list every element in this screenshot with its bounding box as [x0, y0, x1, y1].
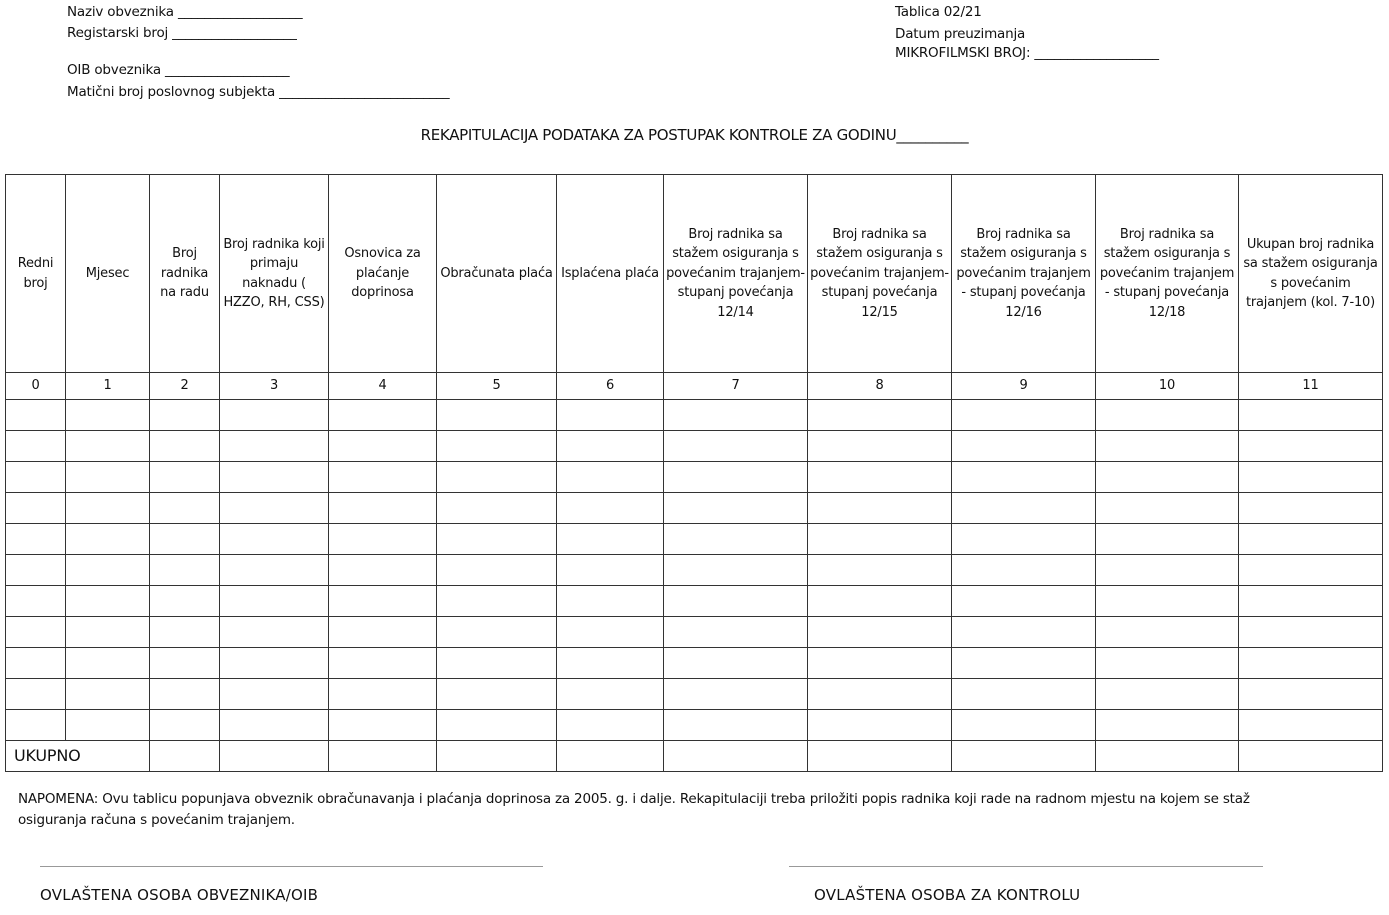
table-cell[interactable] — [6, 710, 66, 741]
column-number: 7 — [664, 373, 808, 400]
table-cell[interactable] — [6, 555, 66, 586]
column-header: Broj radnika koji primaju naknadu ( HZZO, RH, CSS) — [220, 175, 329, 373]
table-cell[interactable] — [6, 400, 66, 431]
total-cell[interactable] — [437, 741, 557, 772]
table-cell[interactable] — [664, 617, 808, 648]
column-number: 2 — [150, 373, 220, 400]
table-cell[interactable] — [557, 431, 664, 462]
column-number: 8 — [808, 373, 952, 400]
table-cell[interactable] — [664, 493, 808, 524]
total-cell[interactable] — [1239, 741, 1383, 772]
table-cell[interactable] — [808, 462, 952, 493]
table-cell[interactable] — [329, 648, 437, 679]
table-cell[interactable] — [664, 710, 808, 741]
table-cell[interactable] — [437, 679, 557, 710]
total-label: UKUPNO — [6, 741, 150, 772]
table-cell[interactable] — [66, 710, 150, 741]
table-cell[interactable] — [437, 648, 557, 679]
signature-label-right: OVLAŠTENA OSOBA ZA KONTROLU — [814, 886, 1081, 904]
table-cell[interactable] — [220, 555, 329, 586]
table-cell[interactable] — [1239, 524, 1383, 555]
table-cell[interactable] — [664, 524, 808, 555]
table-cell[interactable] — [952, 400, 1096, 431]
column-number: 11 — [1239, 373, 1383, 400]
column-number: 1 — [66, 373, 150, 400]
table-cell[interactable] — [220, 648, 329, 679]
table-cell[interactable] — [1096, 493, 1239, 524]
datum-preuzimanja: Datum preuzimanja — [895, 26, 1026, 42]
table-cell[interactable] — [329, 524, 437, 555]
table-cell[interactable] — [220, 431, 329, 462]
column-header: Isplaćena plaća — [557, 175, 664, 373]
table-cell[interactable] — [1239, 462, 1383, 493]
table-cell[interactable] — [664, 586, 808, 617]
column-number: 3 — [220, 373, 329, 400]
table-cell[interactable] — [557, 462, 664, 493]
table-cell[interactable] — [952, 679, 1096, 710]
total-cell[interactable] — [1096, 741, 1239, 772]
table-cell[interactable] — [1096, 555, 1239, 586]
table-cell[interactable] — [664, 679, 808, 710]
table-cell[interactable] — [808, 555, 952, 586]
table-cell[interactable] — [150, 555, 220, 586]
table-cell[interactable] — [557, 493, 664, 524]
table-row — [6, 462, 1383, 493]
table-cell[interactable] — [329, 586, 437, 617]
table-cell[interactable] — [150, 586, 220, 617]
table-row — [6, 400, 1383, 431]
table-cell[interactable] — [1239, 555, 1383, 586]
signature-line-right — [789, 866, 1263, 867]
column-number: 9 — [952, 373, 1096, 400]
table-cell[interactable] — [664, 462, 808, 493]
table-cell[interactable] — [6, 524, 66, 555]
table-cell[interactable] — [150, 462, 220, 493]
column-number: 6 — [557, 373, 664, 400]
table-cell[interactable] — [437, 555, 557, 586]
page-title: REKAPITULACIJA PODATAKA ZA POSTUPAK KONTROLE ZA GODINU__________ — [420, 126, 969, 144]
table-cell[interactable] — [664, 648, 808, 679]
header-row — [6, 175, 1383, 373]
table-cell[interactable] — [66, 524, 150, 555]
table-cell[interactable] — [952, 493, 1096, 524]
mikrofilmski-broj: MIKROFILMSKI BROJ: ___________________ — [895, 45, 1159, 61]
table-row — [6, 679, 1383, 710]
table-cell[interactable] — [1239, 400, 1383, 431]
table-cell[interactable] — [952, 617, 1096, 648]
table-cell[interactable] — [220, 524, 329, 555]
table-cell[interactable] — [6, 431, 66, 462]
table-cell[interactable] — [1239, 710, 1383, 741]
table-cell[interactable] — [808, 710, 952, 741]
column-number: 4 — [329, 373, 437, 400]
column-header: Redni broj — [6, 175, 66, 373]
table-cell[interactable] — [437, 710, 557, 741]
table-row — [6, 493, 1383, 524]
table-cell[interactable] — [329, 617, 437, 648]
table-cell[interactable] — [664, 431, 808, 462]
table-cell[interactable] — [1096, 710, 1239, 741]
table-cell[interactable] — [437, 400, 557, 431]
table-cell[interactable] — [952, 555, 1096, 586]
table-cell[interactable] — [150, 710, 220, 741]
recap-table — [5, 174, 1383, 772]
table-cell[interactable] — [66, 493, 150, 524]
table-cell[interactable] — [808, 493, 952, 524]
table-cell[interactable] — [1096, 679, 1239, 710]
total-row — [6, 741, 1383, 772]
table-cell[interactable] — [557, 648, 664, 679]
table-cell[interactable] — [66, 555, 150, 586]
table-cell[interactable] — [66, 679, 150, 710]
table-cell[interactable] — [220, 710, 329, 741]
column-header: Mjesec — [66, 175, 150, 373]
table-row — [6, 555, 1383, 586]
table-row — [6, 648, 1383, 679]
table-cell[interactable] — [66, 400, 150, 431]
total-cell[interactable] — [664, 741, 808, 772]
tablica-label: Tablica 02/21 — [895, 4, 982, 20]
table-cell[interactable] — [808, 431, 952, 462]
table-cell[interactable] — [664, 400, 808, 431]
table-cell[interactable] — [329, 462, 437, 493]
oib-field: OIB obveznika ___________________ — [67, 62, 290, 78]
table-cell[interactable] — [150, 493, 220, 524]
table-cell[interactable] — [66, 648, 150, 679]
table-cell[interactable] — [1096, 648, 1239, 679]
table-cell[interactable] — [329, 400, 437, 431]
table-cell[interactable] — [557, 586, 664, 617]
table-cell[interactable] — [329, 431, 437, 462]
column-header: Broj radnika sa stažem osiguranja s povećanim trajanjem - stupanj povećanja 12/18 — [1096, 175, 1239, 373]
maticni-broj-field: Matični broj poslovnog subjekta __________________________ — [67, 84, 450, 100]
table-cell[interactable] — [808, 617, 952, 648]
table-cell[interactable] — [220, 679, 329, 710]
table-row — [6, 710, 1383, 741]
table-cell[interactable] — [437, 431, 557, 462]
table-cell[interactable] — [6, 462, 66, 493]
table-cell[interactable] — [952, 462, 1096, 493]
table-row — [6, 586, 1383, 617]
table-cell[interactable] — [66, 462, 150, 493]
table-cell[interactable] — [6, 586, 66, 617]
column-number: 10 — [1096, 373, 1239, 400]
table-cell[interactable] — [150, 617, 220, 648]
table-cell[interactable] — [329, 555, 437, 586]
table-cell[interactable] — [557, 400, 664, 431]
table-cell[interactable] — [952, 586, 1096, 617]
table-cell[interactable] — [329, 710, 437, 741]
table-cell[interactable] — [952, 648, 1096, 679]
table-cell[interactable] — [1239, 679, 1383, 710]
column-number: 5 — [437, 373, 557, 400]
table-cell[interactable] — [1096, 462, 1239, 493]
table-cell[interactable] — [952, 710, 1096, 741]
table-cell[interactable] — [6, 648, 66, 679]
column-header: Broj radnika sa stažem osiguranja s povećanim trajanjem - stupanj povećanja 12/16 — [952, 175, 1096, 373]
table-cell[interactable] — [150, 648, 220, 679]
table-cell[interactable] — [6, 679, 66, 710]
signature-line-left — [40, 866, 543, 867]
total-cell[interactable] — [557, 741, 664, 772]
table-cell[interactable] — [437, 617, 557, 648]
table-cell[interactable] — [329, 493, 437, 524]
table-cell[interactable] — [808, 400, 952, 431]
table-cell[interactable] — [664, 555, 808, 586]
total-cell[interactable] — [220, 741, 329, 772]
column-number: 0 — [6, 373, 66, 400]
table-cell[interactable] — [1239, 617, 1383, 648]
table-cell[interactable] — [1096, 431, 1239, 462]
column-header: Osnovica za plaćanje doprinosa — [329, 175, 437, 373]
table-cell[interactable] — [557, 524, 664, 555]
table-cell[interactable] — [808, 586, 952, 617]
table-cell[interactable] — [808, 679, 952, 710]
column-header: Broj radnika sa stažem osiguranja s povećanim trajanjem- stupanj povećanja 12/14 — [664, 175, 808, 373]
table-cell[interactable] — [1239, 586, 1383, 617]
table-cell[interactable] — [437, 524, 557, 555]
table-cell[interactable] — [952, 431, 1096, 462]
table-cell[interactable] — [1239, 648, 1383, 679]
note-text: NAPOMENA: Ovu tablicu popunjava obveznik obračunavanja i plaćanja doprinosa za 2005. g. i dalje. Rekapitulaciji treba priložiti popis radnika koji rade na radnom mjestu na kojem se staž osiguranja računa s povećanim trajanjem. — [18, 791, 1250, 828]
table-cell[interactable] — [437, 493, 557, 524]
table-cell[interactable] — [220, 400, 329, 431]
table-cell[interactable] — [952, 524, 1096, 555]
total-cell[interactable] — [808, 741, 952, 772]
column-header: Obračunata plaća — [437, 175, 557, 373]
table-cell[interactable] — [1239, 493, 1383, 524]
table-cell[interactable] — [6, 617, 66, 648]
table-cell[interactable] — [808, 648, 952, 679]
table-cell[interactable] — [1096, 586, 1239, 617]
column-header: Broj radnika na radu — [150, 175, 220, 373]
table-cell[interactable] — [66, 586, 150, 617]
table-row — [6, 617, 1383, 648]
column-number-row — [6, 373, 1383, 400]
table-cell[interactable] — [437, 462, 557, 493]
naziv-obveznika-field: Naziv obveznika ___________________ — [67, 4, 303, 20]
table-cell[interactable] — [220, 617, 329, 648]
total-cell[interactable] — [329, 741, 437, 772]
table-cell[interactable] — [150, 679, 220, 710]
table-cell[interactable] — [66, 431, 150, 462]
table-cell[interactable] — [6, 493, 66, 524]
table-cell[interactable] — [1239, 431, 1383, 462]
table-cell[interactable] — [220, 493, 329, 524]
table-cell[interactable] — [1096, 400, 1239, 431]
table-cell[interactable] — [220, 462, 329, 493]
total-cell[interactable] — [150, 741, 220, 772]
registarski-broj-field: Registarski broj ___________________ — [67, 25, 297, 41]
signature-label-left: OVLAŠTENA OSOBA OBVEZNIKA/OIB — [40, 886, 319, 904]
total-cell[interactable] — [952, 741, 1096, 772]
table-cell[interactable] — [1096, 617, 1239, 648]
table-cell[interactable] — [66, 617, 150, 648]
table-cell[interactable] — [437, 586, 557, 617]
column-header: Broj radnika sa stažem osiguranja s povećanim trajanjem- stupanj povećanja 12/15 — [808, 175, 952, 373]
table-row — [6, 431, 1383, 462]
table-row — [6, 524, 1383, 555]
table-cell[interactable] — [150, 524, 220, 555]
column-header: Ukupan broj radnika sa stažem osiguranja s povećanim trajanjem (kol. 7-10) — [1239, 175, 1383, 373]
table-cell[interactable] — [557, 679, 664, 710]
table-cell[interactable] — [557, 555, 664, 586]
table-cell[interactable] — [1096, 524, 1239, 555]
table-cell[interactable] — [808, 524, 952, 555]
table-cell[interactable] — [557, 710, 664, 741]
table-cell[interactable] — [329, 679, 437, 710]
table-cell[interactable] — [150, 431, 220, 462]
table-cell[interactable] — [220, 586, 329, 617]
table-cell[interactable] — [557, 617, 664, 648]
table-cell[interactable] — [150, 400, 220, 431]
